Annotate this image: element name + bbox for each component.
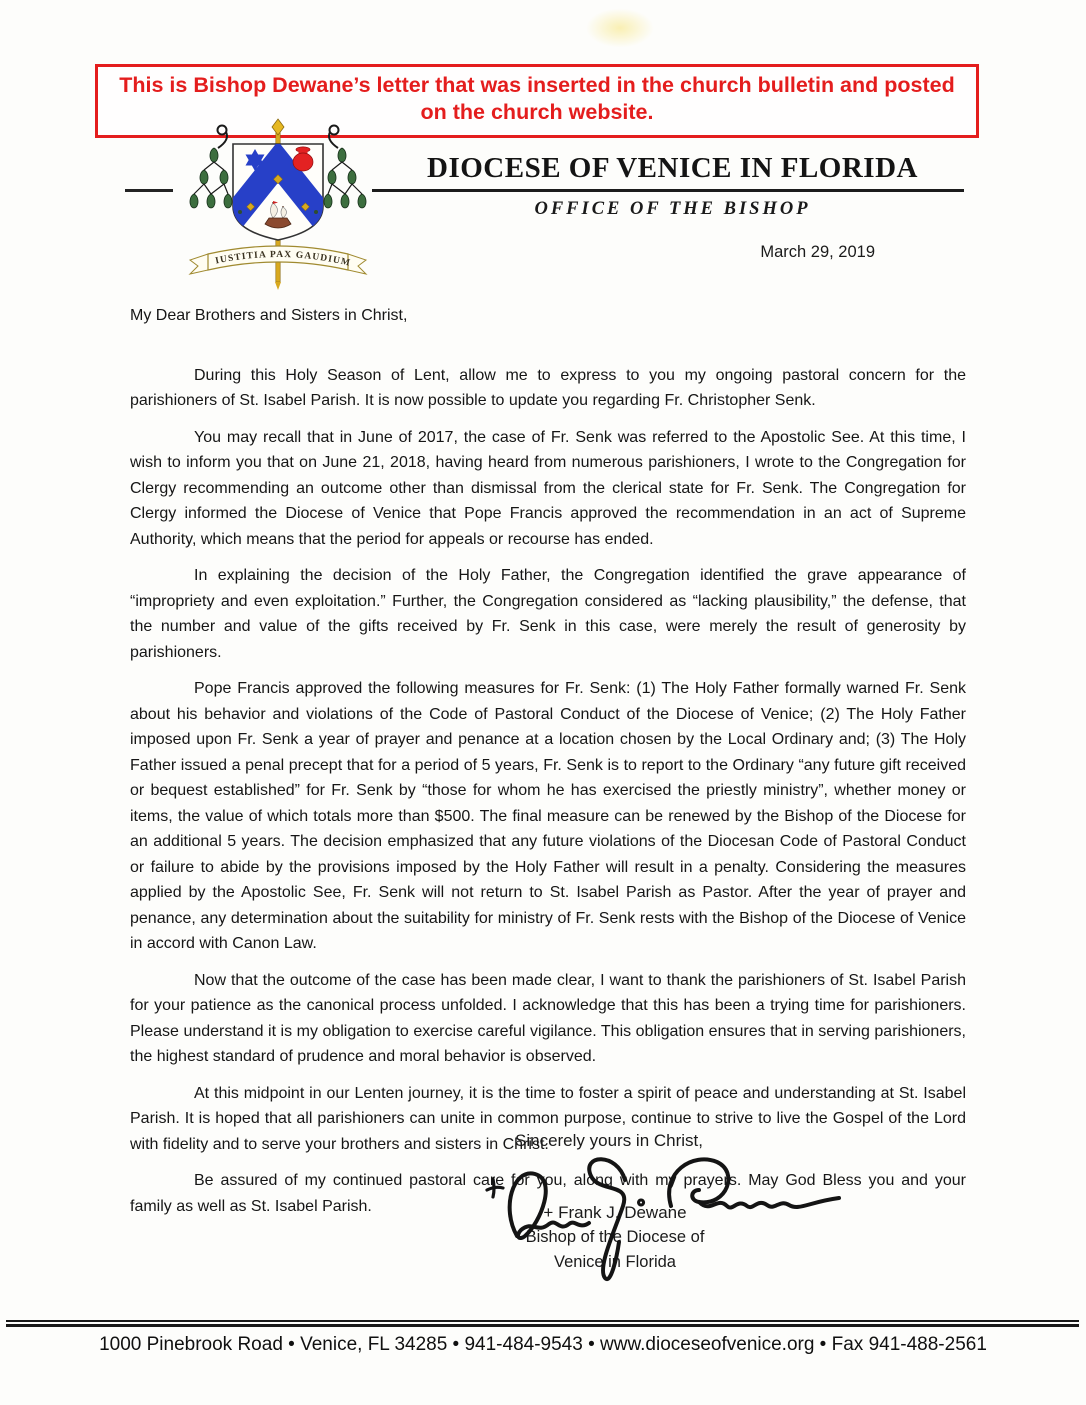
crest-motto-text: IUSTITIA PAX GAUDIUM [214,249,352,269]
letter-date: March 29, 2019 [760,243,875,261]
paragraph-6: At this midpoint in our Lenten journey, it is the time to foster a spirit of peace and understanding at St. Isabel Parish. It is hoped that all parishioners can unite in common purpose, continue to strive to live the Gospel of the Lord with fidelity and to serve your brothers and sisters in Christ. [130,1084,966,1153]
annotation-banner-text: This is Bishop Dewane’s letter that was inserted in the church bulletin and posted on the church website. [119,73,955,124]
diocese-crest [178,118,378,290]
organization-title: DIOCESE OF VENICE IN FLORIDA [427,152,918,184]
letterhead-rule [372,189,964,192]
footer-rule-thick [6,1324,1079,1327]
scan-artifact-smudge [575,2,665,54]
closing-line: Sincerely yours in Christ, [515,1131,704,1150]
crest-shield [230,144,326,240]
salutation: My Dear Brothers and Sisters in Christ, [130,307,408,324]
letter-body [130,303,966,1230]
crest-vase-icon [293,147,313,171]
signer-name: + Frank J. Dewane [543,1203,687,1222]
crest-tassels-left [190,148,232,208]
paragraph-5: Now that the outcome of the case has been made clear, I want to thank the parishioners of St. Isabel Parish for your patience as the canonical process unfolded. I acknowledge that this has been a trying time for parishioners. Please understand it is my obligation to exercise careful vigilance. This obligation ensures that in serving parishioners, the highest standard of prudence and moral behavior is observed. [130,971,966,1065]
office-subtitle: OFFICE OF THE BISHOP [534,199,811,219]
paragraph-1: During this Holy Season of Lent, allow me to express to you my ongoing pastoral concern for the parishioners of St. Isabel Parish. It is now possible to update you regarding Fr. Christopher Senk. [130,366,966,409]
letterhead-left-rule [125,189,173,192]
footer-rule-thin [6,1320,1079,1322]
paragraph-2: You may recall that in June of 2017, the case of Fr. Senk was referred to the Apostolic See. At this time, I wish to inform you that on June 21, 2018, having heard from numerous parishioners, I wrote to the Congregation for Clergy recommending an outcome other than dismissal from the clerical state for Fr. Senk. The Congregation for Clergy informed the Diocese of Venice that Pope Francis approved the recommendation in an act of Supreme Authority, which means that the period for appeals or recourse has ended. [130,428,966,548]
paragraph-7: Be assured of my continued pastoral care for you, along with my prayers. May God Bless you and your family as well as St. Isabel Parish. [130,1172,966,1215]
crest-tassels-right [324,148,366,208]
paragraph-3: In explaining the decision of the Holy Father, the Congregation identified the grave appearance of “impropriety and even exploitation.” Further, the Congregation considered as “lacking plausibility,” the defense, that the number and value of the gifts received by Fr. Senk in this case, were merely the result of generosity by parishioners. [130,567,966,661]
coat-of-arms-icon [178,118,378,290]
signer-title-line2: Venice in Florida [554,1253,676,1271]
paragraph-4: Pope Francis approved the following measures for Fr. Senk: (1) The Holy Father formally warned Fr. Senk about his behavior and violations of the Code of Pastoral Conduct of the Diocese of Venice; (2) The Holy Father imposed upon Fr. Senk a year of prayer and penance at a location chosen by the Local Ordinary and; (3) The Holy Father issued a penal precept that for a period of 5 years, Fr. Senk is to report to the Ordinary “any future gift received or bequest established” for Fr. Senk by “those for whom he has exercised the priestly ministry”, whether money or items, the value of which totals more than $500. The final measure can be renewed by the Bishop of the Diocese for an additional 5 years. The decision emphasized that any future violations of the Diocesan Code of Pastoral Conduct or failure to abide by the provisions imposed by the Holy Father will result in a penalty. Considering the measures applied by the Apostolic See, Fr. Senk will not return to St. Isabel Parish as Pastor. After the year of prayer and penance, any determination about the suitability for ministry of Fr. Senk rests with the Bishop of the Diocese of Venice in accord with Canon Law. [130,680,966,952]
handwritten-signature-icon [465,1144,845,1302]
footer-address: 1000 Pinebrook Road • Venice, FL 34285 • 941-484-9543 • www.dioceseofvenice.org • Fax 941-488-2561 [99,1334,987,1355]
signer-title-line1: Bishop of the Diocese of [525,1228,705,1246]
